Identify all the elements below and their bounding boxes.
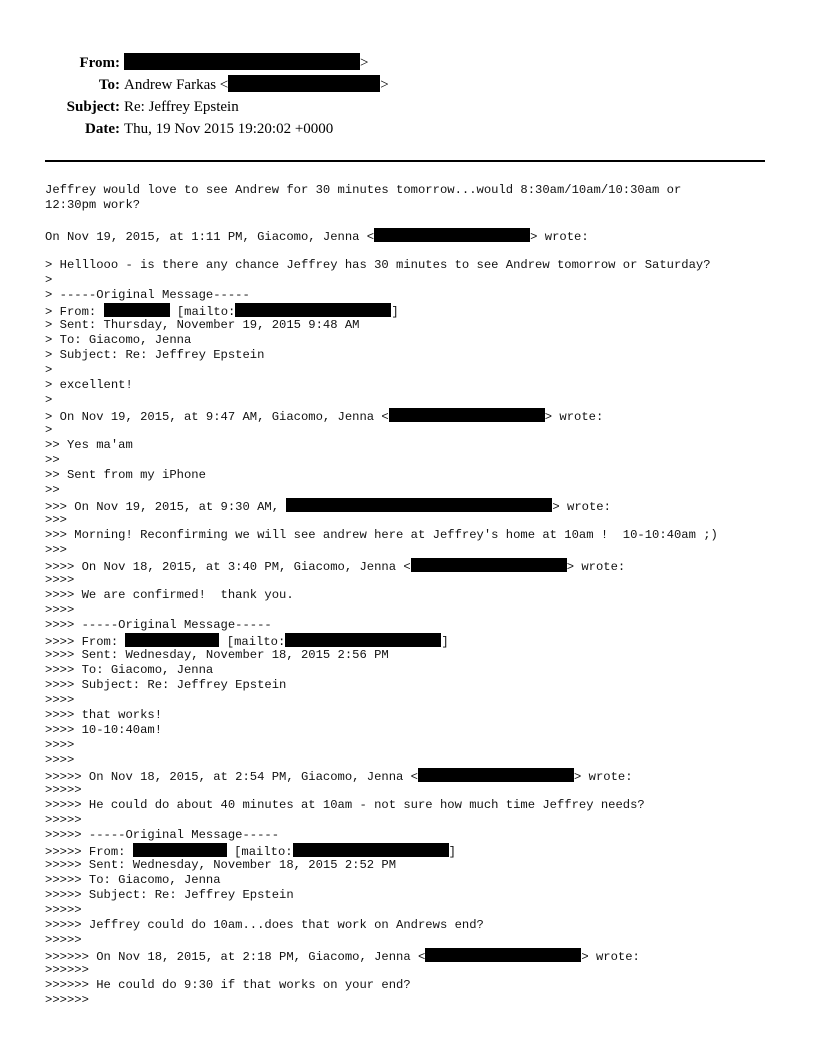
body-line-text: >>>>> From:	[45, 845, 126, 859]
body-line	[45, 423, 52, 438]
from-label: From:	[79, 55, 120, 71]
body-line-text: >>>> that works!	[45, 708, 163, 722]
body-line-text: On Nov 19, 2015, at 1:11 PM, Giacomo, Jenna <	[45, 230, 375, 244]
body-line	[45, 813, 82, 828]
body-line-text: >>>>	[45, 603, 75, 617]
body-line	[45, 738, 74, 753]
wrote-text: > wrote:	[566, 560, 626, 574]
mailto-close: ]	[391, 305, 399, 319]
body-line	[45, 258, 711, 273]
body-line-text: >>>>>> On Nov 18, 2015, at 2:18 PM, Giacomo, Jenna <	[45, 950, 426, 964]
mailto-open: [mailto:	[176, 305, 236, 319]
redaction-box	[293, 843, 449, 857]
body-line	[45, 858, 396, 873]
body-line	[45, 588, 294, 603]
body-line	[45, 438, 133, 453]
body-line-text: >>>>> To: Giacomo, Jenna	[45, 873, 221, 887]
body-line-text: >>>> 10-10:40am!	[45, 723, 163, 737]
header-from-row	[0, 52, 816, 74]
body-line	[45, 978, 411, 993]
body-line	[45, 543, 67, 558]
redaction-box	[389, 408, 545, 422]
body-line-text: >>>>>>	[45, 963, 89, 977]
body-line	[45, 513, 67, 528]
body-line-text: >>>> We are confirmed! thank you.	[45, 588, 294, 602]
body-line	[45, 633, 449, 648]
body-line-text: >>>>	[45, 753, 75, 767]
body-line	[45, 918, 484, 933]
body-line-text: >>	[45, 483, 60, 497]
body-line-text: >>>>> Subject: Re: Jeffrey Epstein	[45, 888, 294, 902]
body-line	[45, 708, 162, 723]
body-line-text: >> Yes ma'am	[45, 438, 133, 452]
redaction-box	[411, 558, 567, 572]
mailto-open: [mailto:	[234, 845, 293, 859]
body-line-text: > Subject: Re: Jeffrey Epstein	[45, 348, 265, 362]
to-label: To:	[98, 77, 120, 93]
body-line	[45, 393, 52, 408]
mailto-close: ]	[448, 845, 456, 859]
date-label: Date:	[85, 121, 120, 137]
body-line	[45, 693, 74, 708]
header-divider	[45, 160, 765, 162]
body-line	[45, 933, 82, 948]
wrote-text: > wrote:	[552, 500, 611, 514]
body-line-text: >	[45, 393, 53, 407]
body-line	[45, 408, 603, 423]
body-line-text: > Sent: Thursday, November 19, 2015 9:48 AM	[45, 318, 360, 332]
body-line	[45, 348, 264, 363]
body-line	[45, 303, 399, 318]
subject-value: Re: Jeffrey Epstein	[124, 99, 239, 115]
body-line-text: >>> On Nov 19, 2015, at 9:30 AM,	[45, 500, 280, 514]
body-line	[45, 468, 206, 483]
body-line-text: >	[45, 273, 53, 287]
redaction-box	[374, 228, 530, 242]
body-line-text: >>>> To: Giacomo, Jenna	[45, 663, 214, 677]
body-line	[45, 573, 74, 588]
wrote-text: > wrote:	[581, 950, 640, 964]
body-line-text: >>>>>	[45, 933, 82, 947]
from-value: >	[124, 52, 368, 74]
body-line	[45, 873, 221, 888]
body-line	[45, 483, 60, 498]
body-line-text: > -----Original Message-----	[45, 288, 250, 302]
body-line-text: >>>>> Sent: Wednesday, November 18, 2015 2:52 PM	[45, 858, 397, 872]
body-line	[45, 723, 162, 738]
body-line	[45, 288, 250, 303]
body-line-text: Jeffrey would love to see Andrew for 30 minutes tomorrow...would 8:30am/10am/10:30am or	[45, 183, 682, 197]
redaction-box	[104, 303, 170, 317]
date-value: Thu, 19 Nov 2015 19:20:02 +0000	[124, 121, 334, 137]
subject-label: Subject:	[66, 99, 120, 115]
body-line-text: >>>>> -----Original Message-----	[45, 828, 280, 842]
body-line-text: >	[45, 423, 53, 437]
body-line-text: >>>>> He could do about 40 minutes at 10am - not sure how much time Jeffrey needs?	[45, 798, 645, 812]
body-line-text: > From:	[45, 305, 97, 319]
body-line	[45, 843, 456, 858]
body-line-text: > excellent!	[45, 378, 133, 392]
redaction-box	[418, 768, 574, 782]
redaction-box	[285, 633, 441, 647]
body-line-text: >>>>>>	[45, 993, 89, 1007]
body-line-text: >>>> From:	[45, 635, 119, 649]
body-line-text: >	[45, 363, 53, 377]
body-line-text: >>	[45, 453, 60, 467]
body-line	[45, 183, 681, 198]
body-line-text: >>>> On Nov 18, 2015, at 3:40 PM, Giacomo, Jenna <	[45, 560, 411, 574]
header-to-row	[0, 74, 816, 96]
redaction-box	[228, 75, 380, 92]
body-line	[45, 198, 140, 213]
redaction-box	[425, 948, 581, 962]
body-line	[45, 558, 625, 573]
body-line	[45, 963, 89, 978]
body-line	[45, 618, 272, 633]
body-line-text: > On Nov 19, 2015, at 9:47 AM, Giacomo, Jenna <	[45, 410, 389, 424]
body-line-text: >>>>	[45, 573, 75, 587]
body-line-text: >>>> Sent: Wednesday, November 18, 2015 2:56 PM	[45, 648, 389, 662]
body-line	[45, 603, 74, 618]
body-line-text: >> Sent from my iPhone	[45, 468, 206, 482]
body-line	[45, 828, 279, 843]
body-line-text: >>>> Subject: Re: Jeffrey Epstein	[45, 678, 287, 692]
body-line-text: >>>>>	[45, 813, 82, 827]
redaction-box	[125, 633, 219, 647]
body-line	[45, 948, 640, 963]
body-line-text: > Helllooo - is there any chance Jeffrey has 30 minutes to see Andrew tomorrow or Saturday?	[45, 258, 711, 272]
body-line-text: >>>>>> He could do 9:30 if that works on your end?	[45, 978, 411, 992]
body-line	[45, 453, 60, 468]
body-line	[45, 663, 213, 678]
body-line-text: > To: Giacomo, Jenna	[45, 333, 192, 347]
body-line-text: >>>>>	[45, 903, 82, 917]
body-line	[45, 363, 52, 378]
body-line-text: >>>>> Jeffrey could do 10am...does that work on Andrews end?	[45, 918, 484, 932]
redaction-box	[235, 303, 391, 317]
body-line-text: >>>> -----Original Message-----	[45, 618, 272, 632]
body-line-text: >>>>	[45, 738, 75, 752]
redaction-box	[124, 53, 360, 70]
body-line-text: >>>>	[45, 693, 75, 707]
body-line-text: >>>	[45, 513, 67, 527]
redaction-box	[133, 843, 227, 857]
mailto-open: [mailto:	[226, 635, 286, 649]
body-line	[45, 228, 589, 243]
to-value: Andrew Farkas < >	[124, 77, 389, 93]
mailto-close: ]	[441, 635, 449, 649]
body-line	[45, 903, 82, 918]
body-line-text: >>>>>	[45, 783, 82, 797]
body-line	[45, 318, 360, 333]
body-line	[45, 528, 718, 543]
body-line-text: >>>>> On Nov 18, 2015, at 2:54 PM, Giacomo, Jenna <	[45, 770, 418, 784]
wrote-text: > wrote:	[530, 230, 589, 244]
body-line	[45, 768, 633, 783]
body-line	[45, 378, 133, 393]
body-line	[45, 783, 82, 798]
body-line	[45, 273, 52, 288]
body-line	[45, 888, 294, 903]
body-line	[45, 753, 74, 768]
body-line	[45, 333, 191, 348]
body-line	[45, 678, 286, 693]
body-line	[45, 798, 645, 813]
body-line-text: 12:30pm work?	[45, 198, 141, 212]
body-line-text: >>>	[45, 543, 67, 557]
header-date-row	[0, 118, 816, 140]
redaction-box	[286, 498, 552, 512]
body-line	[45, 648, 389, 663]
wrote-text: > wrote:	[544, 410, 604, 424]
header-subject-row	[0, 96, 816, 118]
body-line	[45, 993, 89, 1008]
body-line-text: >>> Morning! Reconfirming we will see andrew here at Jeffrey's home at 10am ! 10-10:40am ;)	[45, 528, 718, 542]
body-line	[45, 498, 611, 513]
wrote-text: > wrote:	[574, 770, 633, 784]
